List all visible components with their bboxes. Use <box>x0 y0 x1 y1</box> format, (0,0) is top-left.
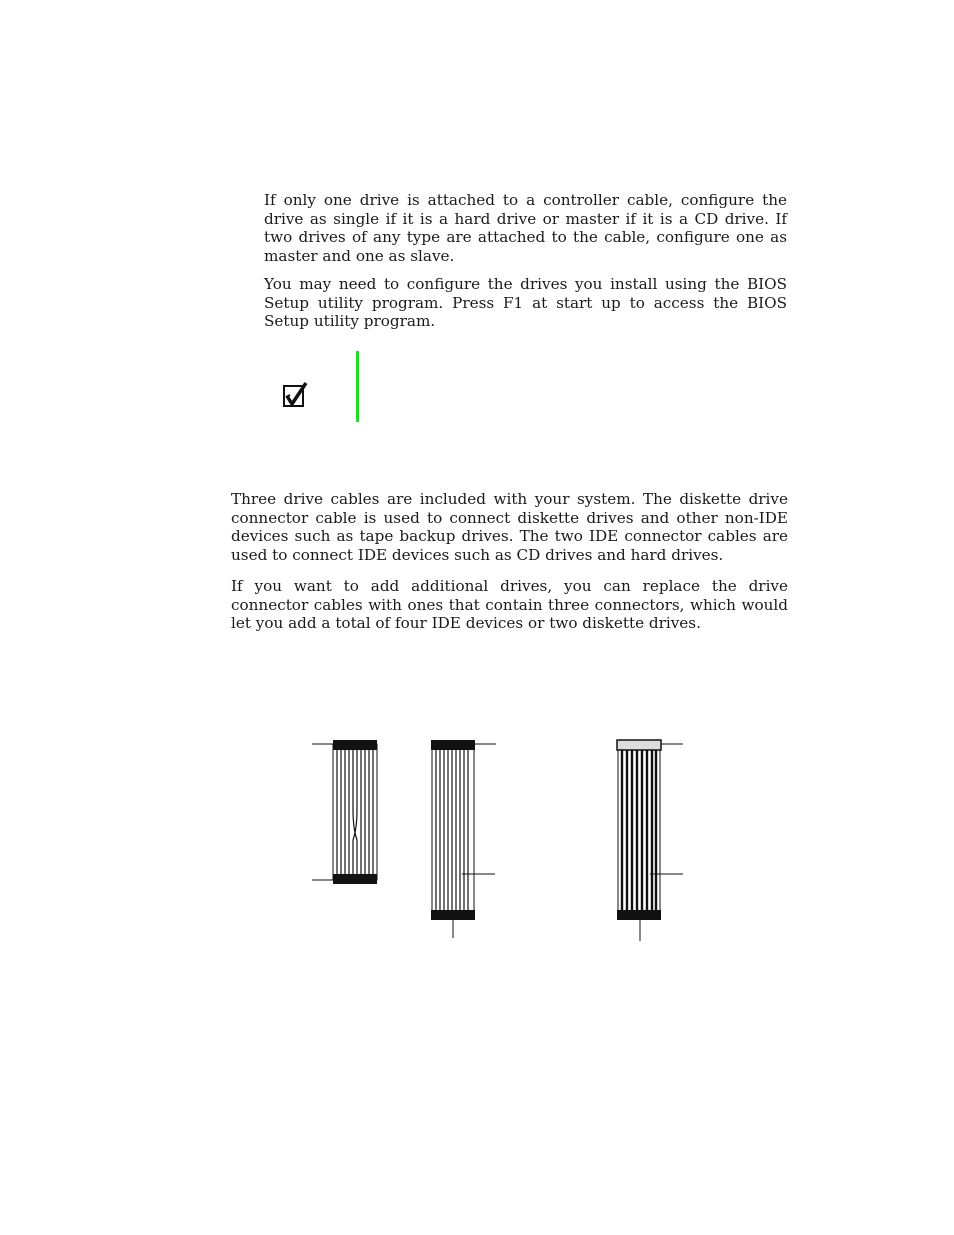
drive-cables-figure <box>300 730 700 945</box>
paragraph-bios-setup: You may need to configure the drives you install using the BIOS Setup utility program. Press F1 at start up to access the BIOS Setup utility program. <box>264 275 787 331</box>
diskette-cable-icon <box>312 740 377 884</box>
ide-cable-icon <box>617 740 683 941</box>
paragraph-additional-drives: If you want to add additional drives, you can replace the drive connector cables with ones that contain three connectors, which would let you add a total of four IDE devices or two diskette drives. <box>231 577 788 633</box>
ide-cable-icon <box>431 740 496 938</box>
checkmark-note-icon <box>281 381 309 409</box>
paragraph-drive-configuration: If only one drive is attached to a controller cable, configure the drive as single if it is a hard drive or master if it is a CD drive. If two drives of any type are attached to the cable, configure one as master and one as slave. <box>264 191 787 266</box>
paragraph-drive-cables: Three drive cables are included with your system. The diskette drive connector cable is used to connect diskette drives and other non-IDE devices such as tape backup drives. The two IDE connector cables are used to connect IDE devices such as CD drives and hard drives. <box>231 490 788 565</box>
note-bar <box>356 351 359 422</box>
